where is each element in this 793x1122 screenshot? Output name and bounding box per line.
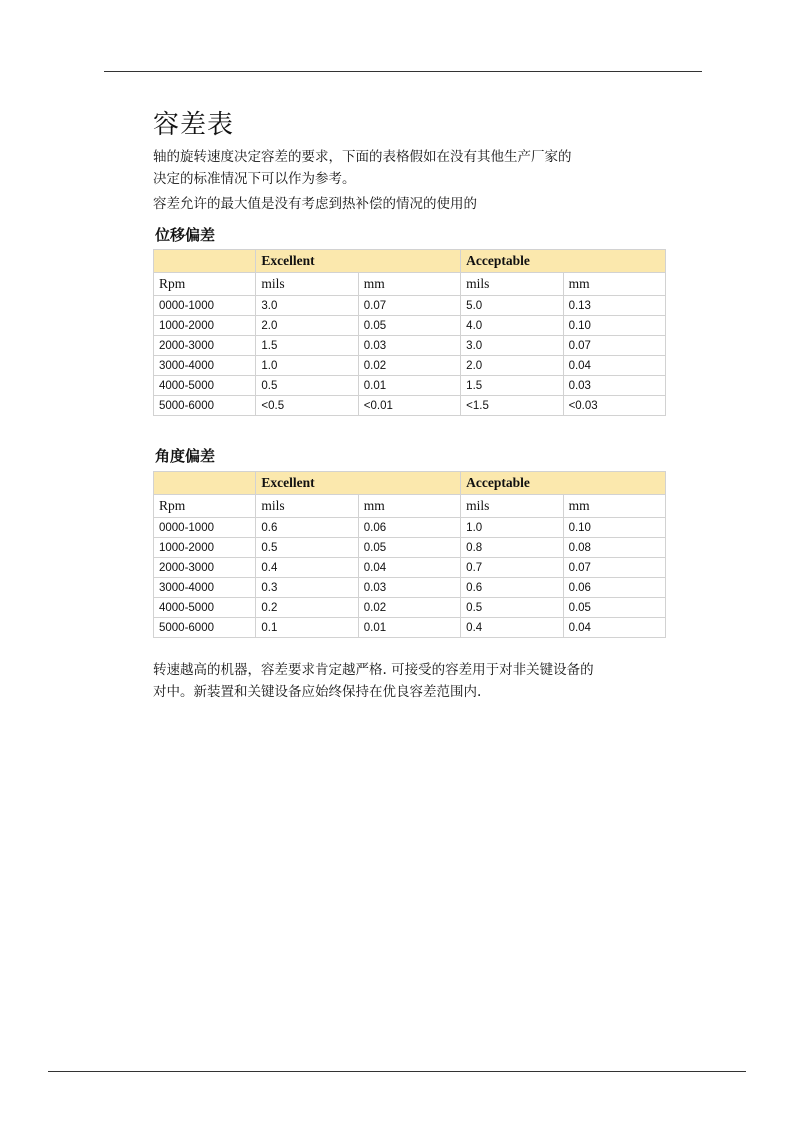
table-cell: 4000-5000 — [154, 598, 256, 618]
table-cell: 0.10 — [563, 518, 665, 538]
table-cell: 0.06 — [358, 518, 460, 538]
intro-line-1: 轴的旋转速度决定容差的要求，下面的表格假如在没有其他生产厂家的 — [153, 149, 572, 165]
table-cell: 2000-3000 — [154, 336, 256, 356]
header-excellent: Excellent — [256, 250, 461, 273]
conclusion-paragraph — [153, 659, 633, 703]
table-cell: 3000-4000 — [154, 578, 256, 598]
footer-rule — [48, 1071, 746, 1072]
table-row — [154, 336, 666, 356]
intro-paragraph — [153, 146, 633, 190]
table-cell: 1000-2000 — [154, 538, 256, 558]
table-cell: <0.03 — [563, 396, 665, 416]
table-cell: 2.0 — [461, 356, 563, 376]
table-cell: 1.5 — [256, 336, 358, 356]
angular-section-heading: 角度偏差 — [155, 447, 216, 465]
header-blank-cell — [154, 472, 256, 495]
table-cell: 0.01 — [358, 618, 460, 638]
table-cell: 0.5 — [256, 376, 358, 396]
table-cell: <0.01 — [358, 396, 460, 416]
conclusion-line-2: 对中。新装置和关键设备应始终保持在优良容差范围内. — [153, 684, 482, 700]
table-cell: 5000-6000 — [154, 396, 256, 416]
offset-section-heading: 位移偏差 — [155, 226, 216, 244]
subheader-mils: mils — [461, 495, 563, 518]
table-cell: 0.1 — [256, 618, 358, 638]
table-cell: 0.03 — [563, 376, 665, 396]
subheader-mils: mils — [461, 273, 563, 296]
page-title: 容差表 — [153, 110, 235, 140]
table-cell: 0.05 — [563, 598, 665, 618]
table-cell: 0.5 — [256, 538, 358, 558]
table-cell: 0.06 — [563, 578, 665, 598]
table-cell: 0.5 — [461, 598, 563, 618]
table-row — [154, 518, 666, 538]
table-row — [154, 296, 666, 316]
table-header-row — [154, 472, 666, 495]
header-blank-cell — [154, 250, 256, 273]
subheader-mils: mils — [256, 273, 358, 296]
table-cell: 1.5 — [461, 376, 563, 396]
table-cell: 0.07 — [563, 336, 665, 356]
table-cell: 3000-4000 — [154, 356, 256, 376]
table-cell: 0.04 — [563, 356, 665, 376]
table-cell: 0000-1000 — [154, 518, 256, 538]
table-cell: 0.04 — [563, 618, 665, 638]
table-subheader-row — [154, 495, 666, 518]
table-cell: 5000-6000 — [154, 618, 256, 638]
table-cell: 0.6 — [256, 518, 358, 538]
table-row — [154, 578, 666, 598]
table-cell: 2.0 — [256, 316, 358, 336]
header-acceptable: Acceptable — [461, 472, 666, 495]
table-row — [154, 316, 666, 336]
table-row — [154, 356, 666, 376]
header-acceptable: Acceptable — [461, 250, 666, 273]
table-cell: 0.05 — [358, 316, 460, 336]
subheader-mm: mm — [358, 495, 460, 518]
subheader-mm: mm — [358, 273, 460, 296]
table-cell: 0.07 — [563, 558, 665, 578]
table-cell: 1.0 — [256, 356, 358, 376]
table-cell: 0.02 — [358, 356, 460, 376]
table-cell: 0.02 — [358, 598, 460, 618]
table-cell: 0.04 — [358, 558, 460, 578]
table-cell: 0.6 — [461, 578, 563, 598]
angular-tolerance-table — [153, 471, 666, 638]
table-cell: 0.2 — [256, 598, 358, 618]
table-cell: 0.01 — [358, 376, 460, 396]
subheader-mm: mm — [563, 495, 665, 518]
table-cell: <0.5 — [256, 396, 358, 416]
intro-line-2: 决定的标准情况下可以作为参考。 — [153, 171, 356, 187]
table-cell: 1000-2000 — [154, 316, 256, 336]
table-cell: 0.8 — [461, 538, 563, 558]
table-cell: 4.0 — [461, 316, 563, 336]
table-cell: 0.4 — [256, 558, 358, 578]
table-cell: 0000-1000 — [154, 296, 256, 316]
table-row — [154, 598, 666, 618]
table-row — [154, 396, 666, 416]
table-cell: 4000-5000 — [154, 376, 256, 396]
offset-tolerance-table — [153, 249, 666, 416]
table-cell: 5.0 — [461, 296, 563, 316]
header-rule — [104, 71, 702, 72]
header-excellent: Excellent — [256, 472, 461, 495]
subheader-mils: mils — [256, 495, 358, 518]
table-cell: 0.05 — [358, 538, 460, 558]
table-cell: 0.10 — [563, 316, 665, 336]
table-row — [154, 538, 666, 558]
table-cell: <1.5 — [461, 396, 563, 416]
table-cell: 0.03 — [358, 336, 460, 356]
subheader-mm: mm — [563, 273, 665, 296]
table-cell: 3.0 — [256, 296, 358, 316]
table-cell: 0.13 — [563, 296, 665, 316]
table-cell: 3.0 — [461, 336, 563, 356]
table-subheader-row — [154, 273, 666, 296]
table-row — [154, 618, 666, 638]
subheader-rpm: Rpm — [154, 273, 256, 296]
subheader-rpm: Rpm — [154, 495, 256, 518]
table-cell: 0.03 — [358, 578, 460, 598]
table-cell: 0.4 — [461, 618, 563, 638]
table-row — [154, 376, 666, 396]
table-cell: 0.08 — [563, 538, 665, 558]
table-row — [154, 558, 666, 578]
table-cell: 0.07 — [358, 296, 460, 316]
conclusion-line-1: 转速越高的机器，容差要求肯定越严格. 可接受的容差用于对非关键设备的 — [153, 662, 594, 678]
table-cell: 0.7 — [461, 558, 563, 578]
table-cell: 2000-3000 — [154, 558, 256, 578]
table-cell: 0.3 — [256, 578, 358, 598]
intro-note: 容差允许的最大值是没有考虑到热补偿的情况的使用的 — [153, 196, 477, 212]
table-header-row — [154, 250, 666, 273]
table-cell: 1.0 — [461, 518, 563, 538]
